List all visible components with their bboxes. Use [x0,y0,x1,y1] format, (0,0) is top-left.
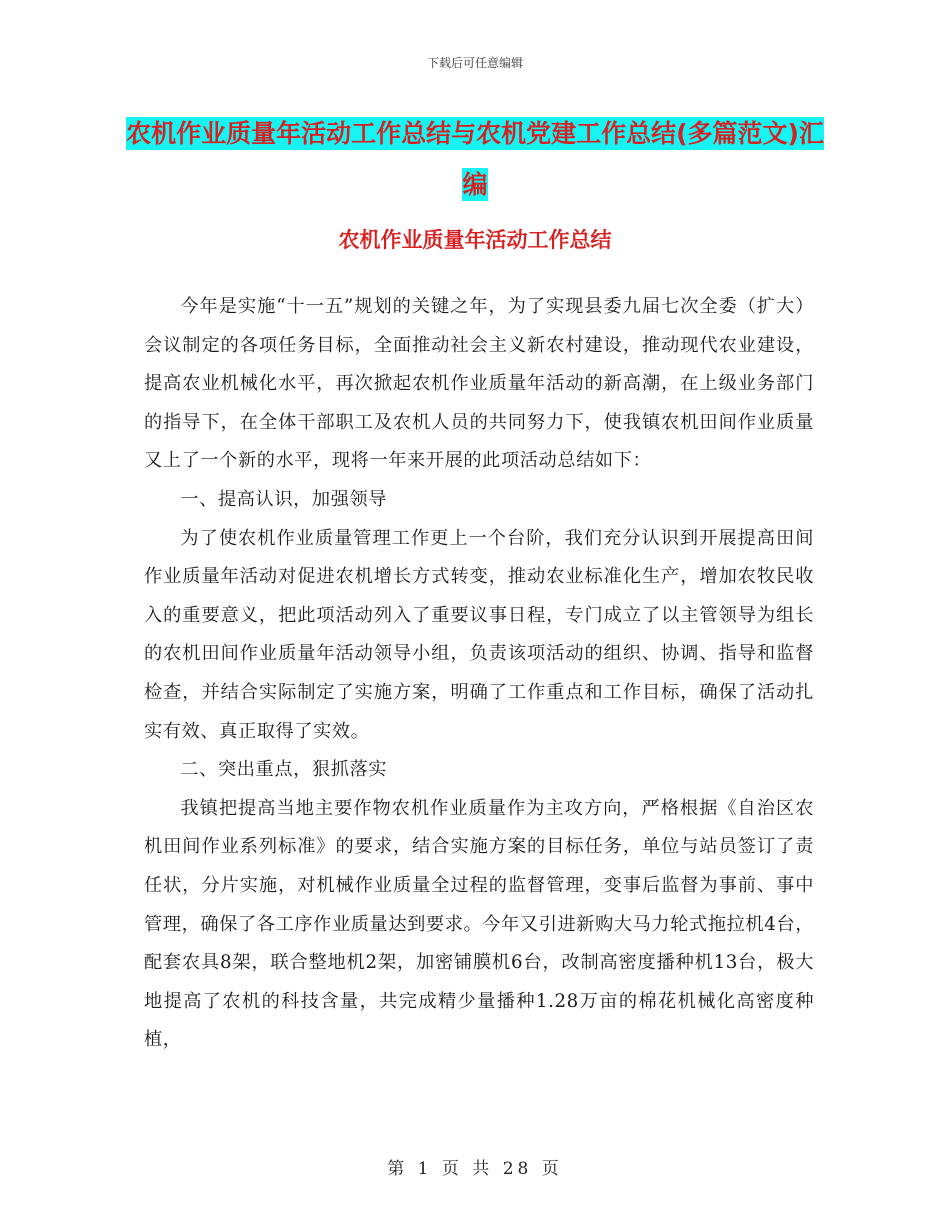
body-content [144,288,814,1060]
document-title-text: 农机作业质量年活动工作总结与农机党建工作总结(多篇范文)汇编 [126,119,824,199]
section-title: 农机作业质量年活动工作总结 [338,228,612,252]
document-title [120,108,830,210]
paragraph-implementation: 我镇把提高当地主要作物农机作业质量作为主攻方向，严格根据《自治区农机田间作业系列标准》的要求，结合实施方案的目标任务，单位与站员签订了责任状，分片实施，对机械作业质量全过程的监督管理，变事后监督为事前、事中管理，确保了各工序作业质量达到要求。今年又引进新购大马力轮式拖拉机4台，配套农具8架，联合整地机2架，加密铺膜机6台，改制高密度播种机13台，极大地提高了农机的科技含量，共完成精少量播种1.28万亩的棉花机械化高密度种植， [144,797,814,1051]
heading-one: 一、提高认识，加强领导 [180,488,388,510]
header-note: 下载后可任意编辑 [426,56,523,70]
paragraph-intro: 今年是实施“十一五”规划的关键之年，为了实现县委九届七次全委（扩大）会议制定的各项任务目标，全面推动社会主义新农村建设，推动现代农业建设，提高农业机械化水平，再次掀起农机作业质量年活动的新高潮，在上级业务部门的指导下，在全体干部职工及农机人员的共同努力下，使我镇农机田间作业质量又上了一个新的水平，现将一年来开展的此项活动总结如下： [144,296,814,472]
page-footer: 第 1 页 共 28 页 [387,1159,563,1179]
heading-two: 二、突出重点，狠抓落实 [180,759,388,781]
paragraph-leadership: 为了使农机作业质量管理工作更上一个台阶，我们充分认识到开展提高田间作业质量年活动对促进农机增长方式转变，推动农业标准化生产，增加农牧民收入的重要意义，把此项活动列入了重要议事日程，专门成立了以主管领导为组长的农机田间作业质量年活动领导小组，负责该项活动的组织、协调、指导和监督检查，并结合实际制定了实施方案，明确了工作重点和工作目标，确保了活动扎实有效、真正取得了实效。 [144,527,814,742]
